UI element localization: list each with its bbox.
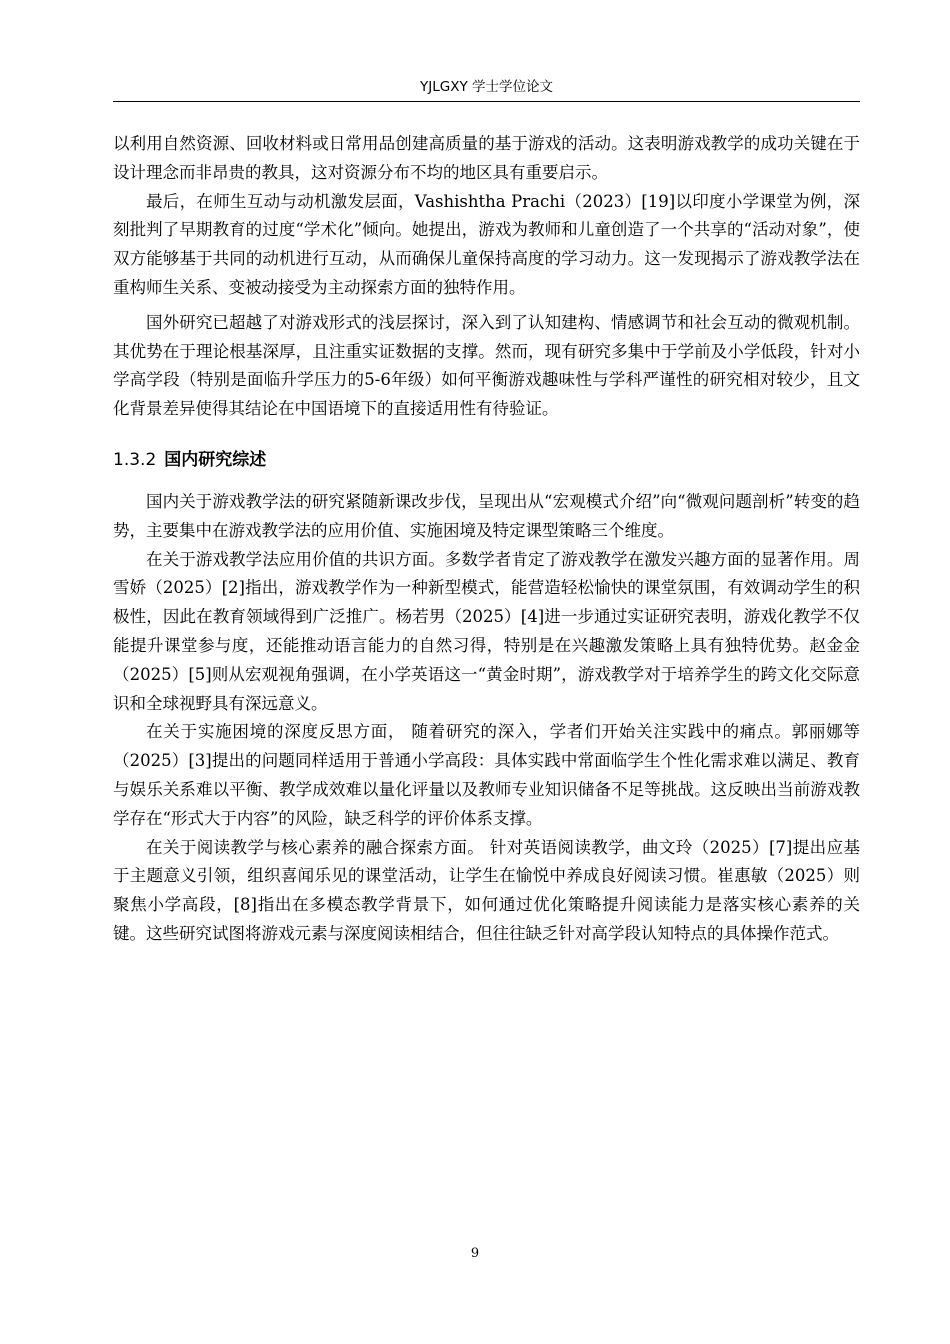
paragraph-application-value: 在关于游戏教学法应用价值的共识方面。多数学者肯定了游戏教学在激发兴趣方面的显著作用。周雪娇（2025）[2]指出，游戏教学作为一种新型模式，能营造轻松愉快的课堂氛围，有效调动学生的积极性，因此在教育领域得到广泛推广。杨若男（2025）[4]进一步通过实证研究表明，游戏化教学不仅能提升课堂参与度，还能推动语言能力的自然习得，特别是在兴趣激发策略上具有独特优势。赵金金（2025）[5]则从宏观视角强调，在小学英语这一“黄金时期”，游戏教学对于培养学生的跨文化交际意识和全球视野具有深远意义。 bbox=[113, 549, 860, 713]
section-number: 1.3.2 bbox=[113, 449, 157, 470]
page-body bbox=[113, 130, 860, 949]
paragraph-foreign-summary: 国外研究已超越了对游戏形式的浅层探讨，深入到了认知建构、情感调节和社会互动的微观机制。其优势在于理论根基深厚，且注重实证数据的支撑。然而，现有研究多集中于学前及小学低段，针对小学高学段（特别是面临升学压力的5-6年级）如何平衡游戏趣味性与学科严谨性的研究相对较少，且文化背景差异使得其结论在中国语境下的直接适用性有待验证。 bbox=[113, 312, 860, 419]
paragraph-domestic-overview: 国内关于游戏教学法的研究紧随新课改步伐，呈现出从“宏观模式介绍”向“微观问题剖析”转变的趋势，主要集中在游戏教学法的应用价值、实施困境及特定课型策略三个维度。 bbox=[113, 491, 860, 540]
section-heading bbox=[113, 446, 860, 474]
paragraph-continuation: 以利用自然资源、回收材料或日常用品创建高质量的基于游戏的活动。这表明游戏教学的成功关键在于设计理念而非昂贵的教具，这对资源分布不均的地区具有重要启示。 bbox=[113, 134, 860, 182]
paragraph-reading-literacy: 在关于阅读教学与核心素养的融合探索方面。 针对英语阅读教学，曲文玲（2025）[7]提出应基于主题意义引领，组织喜闻乐见的课堂活动，让学生在愉悦中养成良好阅读习惯。崔惠敏（2025）则聚焦小学高段，[8]指出在多模态教学背景下，如何通过优化策略提升阅读能力是落实核心素养的关键。这些研究试图将游戏元素与深度阅读相结合，但往往缺乏针对高学段认知特点的具体操作范式。 bbox=[113, 837, 860, 943]
header-divider bbox=[113, 101, 860, 102]
paragraph-implementation-difficulties: 在关于实施困境的深度反思方面， 随着研究的深入，学者们开始关注实践中的痛点。郭丽娜等（2025）[3]提出的问题同样适用于普通小学高段：具体实践中常面临学生个性化需求难以满足、教育与娱乐关系难以平衡、教学成效难以量化评量以及教师专业知识储备不足等挑战。这反映出当前游戏教学存在“形式大于内容”的风险，缺乏科学的评价体系支撑。 bbox=[113, 722, 860, 828]
paragraph-teacher-student-interaction: 最后，在师生互动与动机激发层面，Vashishtha Prachi（2023）[19]以印度小学课堂为例，深刻批判了早期教育的过度“学术化”倾向。她提出，游戏为教师和儿童创造了一个共享的“活动对象”，使双方能够基于共同的动机进行互动，从而确保儿童保持高度的学习动力。这一发现揭示了游戏教学法在重构师生关系、变被动接受为主动探索方面的独特作用。 bbox=[113, 191, 860, 297]
page-number: 9 bbox=[470, 1246, 480, 1261]
section-title: 国内研究综述 bbox=[164, 449, 267, 470]
running-header: YJLGXY 学士学位论文 bbox=[420, 79, 553, 95]
